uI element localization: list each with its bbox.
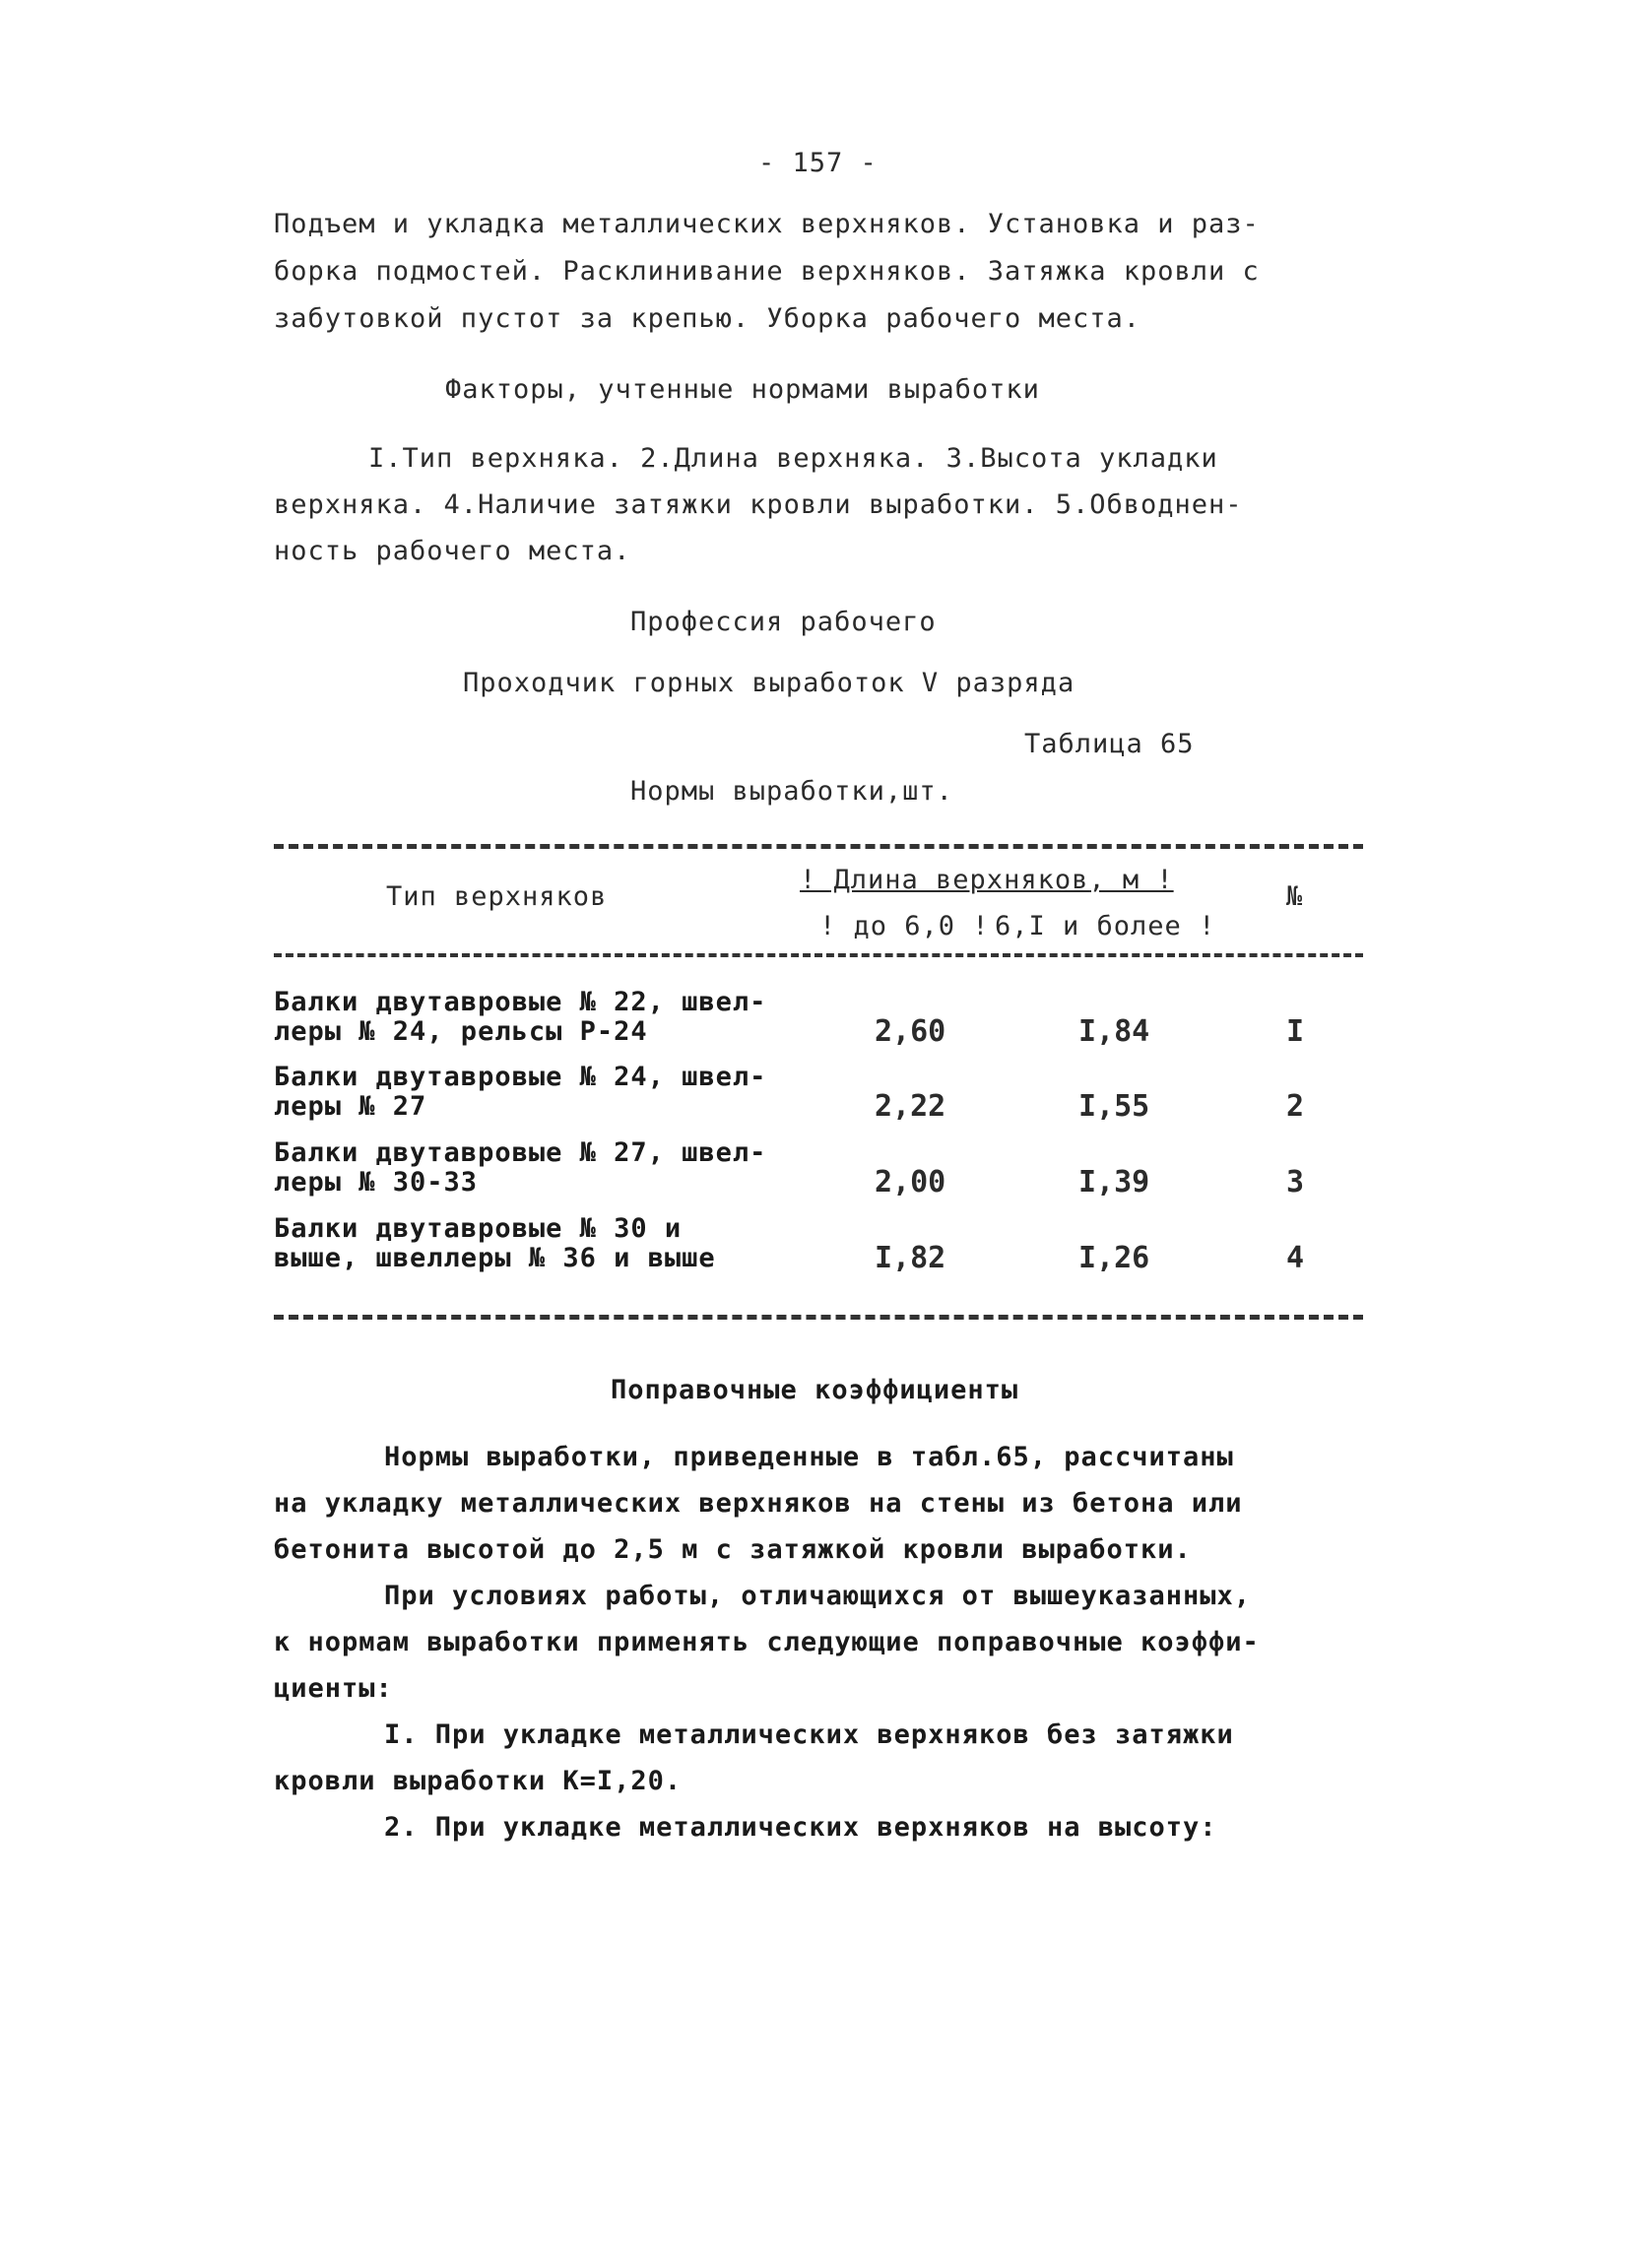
table-row-type: Балки двутавровые № 27, швел- (274, 1137, 767, 1168)
table-cell-num: 4 (1286, 1241, 1305, 1275)
table-cell-num: I (1286, 1014, 1305, 1049)
table-subheader-2: 6,I и более ! (995, 911, 1216, 941)
table-header-length: ! Длина верхняков, м ! (800, 865, 1174, 895)
intro-line: борка подмостей. Расклинивание верхняков. Затяжка кровли с (274, 256, 1260, 287)
table-caption: Нормы выработки,шт. (630, 776, 953, 807)
factors-line: I.Тип верхняка. 2.Длина верхняка. 3.Высота укладки (368, 443, 1218, 474)
table-row-type: леры № 30-33 (274, 1167, 479, 1198)
table-cell-num: 2 (1286, 1089, 1305, 1124)
table-cell-v1: 2,22 (875, 1089, 946, 1124)
table-cell-v2: I,39 (1078, 1165, 1150, 1199)
profession-heading: Профессия рабочего (630, 607, 937, 637)
table-row-type: Балки двутавровые № 24, швел- (274, 1062, 767, 1092)
table-subheader-1: ! до 6,0 ! (819, 911, 990, 941)
coef-line: на укладку металлических верхняков на стены из бетона или (274, 1488, 1243, 1519)
coef-line: Нормы выработки, приведенные в табл.65, рассчитаны (384, 1442, 1234, 1472)
table-row-type: Балки двутавровые № 22, швел- (274, 987, 767, 1017)
table-header-type: Тип верхняков (386, 881, 608, 912)
table-cell-v1: 2,00 (875, 1165, 946, 1199)
table-cell-v1: I,82 (875, 1241, 946, 1275)
table-row-type: леры № 27 (274, 1091, 427, 1122)
table-header-rule (274, 953, 1363, 957)
coef-line: к нормам выработки применять следующие поправочные коэффи- (274, 1627, 1260, 1657)
table-cell-num: 3 (1286, 1165, 1305, 1199)
table-row-type: Балки двутавровые № 30 и (274, 1213, 683, 1244)
table-label: Таблица 65 (1024, 729, 1195, 759)
coef-heading: Поправочные коэффициенты (611, 1375, 1019, 1405)
factors-line: верхняка. 4.Наличие затяжки кровли выработки. 5.Обводнен- (274, 489, 1243, 520)
coef-line: I. При укладке металлических верхняков без затяжки (384, 1719, 1234, 1750)
table-bottom-rule (274, 1315, 1363, 1320)
factors-line: ность рабочего места. (274, 536, 631, 566)
coef-line: При условиях работы, отличающихся от вышеуказанных, (384, 1581, 1252, 1611)
table-cell-v2: I,55 (1078, 1089, 1150, 1124)
page-number: - 157 - (758, 148, 878, 178)
table-cell-v2: I,26 (1078, 1241, 1150, 1275)
coef-line: 2. При укладке металлических верхняков на высоту: (384, 1812, 1217, 1843)
intro-line: забутовкой пустот за крепью. Уборка рабочего места. (274, 303, 1141, 334)
table-row-type: выше, швеллеры № 36 и выше (274, 1243, 716, 1273)
coef-line: кровли выработки К=I,20. (274, 1766, 683, 1796)
table-cell-v2: I,84 (1078, 1014, 1150, 1049)
table-top-rule (274, 844, 1363, 849)
coef-line: циенты: (274, 1673, 393, 1704)
profession: Проходчик горных выработок V разряда (463, 668, 1075, 698)
table-row-type: леры № 24, рельсы Р-24 (274, 1016, 648, 1047)
coef-line: бетонита высотой до 2,5 м с затяжкой кровли выработки. (274, 1534, 1192, 1565)
table-header-num: № (1286, 881, 1304, 912)
factors-heading: Факторы, учтенные нормами выработки (445, 374, 1040, 405)
table-cell-v1: 2,60 (875, 1014, 946, 1049)
intro-line: Подъем и укладка металлических верхняков. Установка и раз- (274, 209, 1260, 239)
